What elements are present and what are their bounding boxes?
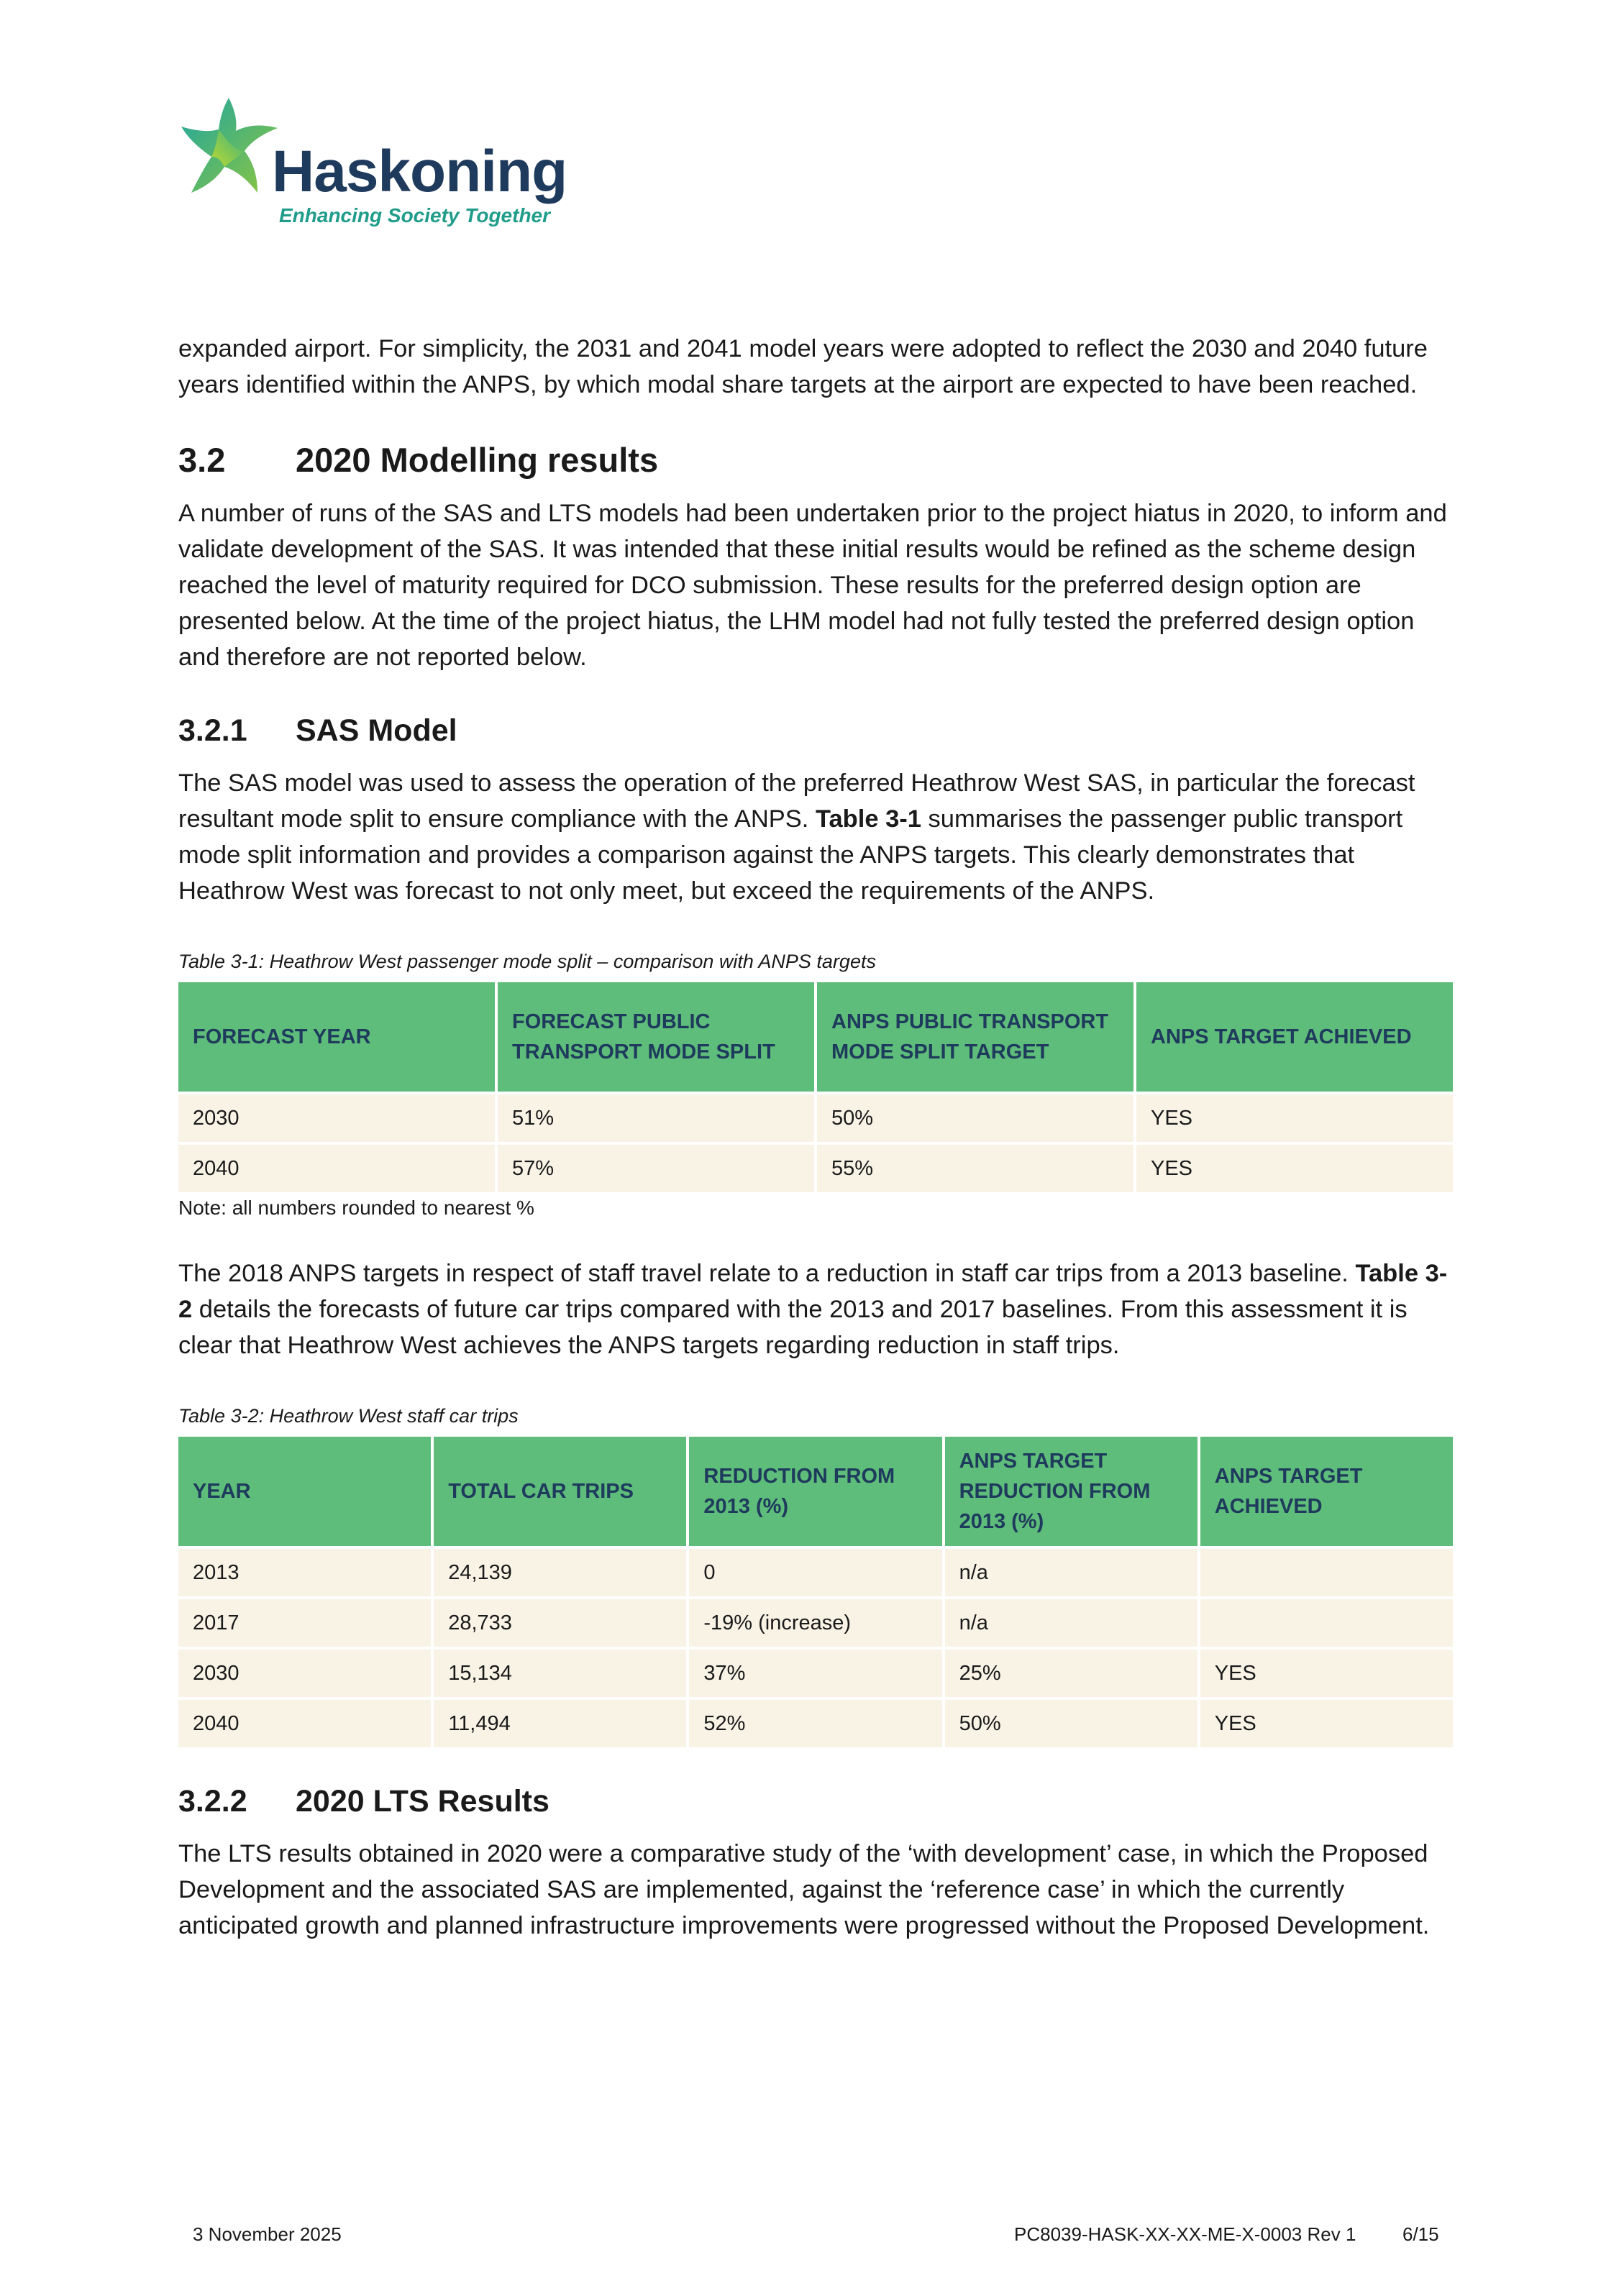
logo-tagline: Enhancing Society Together [279, 204, 551, 227]
section-3-2-paragraph: A number of runs of the SAS and LTS models had been undertaken prior to the project hiatus in 2020, to inform and validate development of the SAS. It was intended that these initial results would be refined as the scheme design reached the level of maturity required for DCO submission. These results for the preferred design option are presented below. At the time of the project hiatus, the LHM model had not fully tested the preferred design option and therefore are not reported below. [178, 500, 1447, 671]
paragraph-text: summarises the passenger public transport mode split information and provides a comparison against the ANPS targets. This clearly demonstrates that Heathrow West was forecast to not only meet, but exceed the requirements of the ANPS. [178, 805, 1403, 905]
header-cell: ANPS TARGET ACHIEVED [1136, 982, 1453, 1092]
table-row [178, 1650, 1453, 1697]
staff-travel-paragraph [178, 1256, 1459, 1363]
haskoning-logo [177, 93, 567, 237]
section-heading-3-2-1 [178, 715, 1459, 746]
table-cell: 2040 [178, 1145, 495, 1192]
table-reference: Table 3-1 [815, 805, 921, 833]
paragraph-text: The 2018 ANPS targets in respect of staff travel relate to a reduction in staff car trips from a 2013 baseline. [178, 1260, 1356, 1287]
table-cell: 28,733 [434, 1599, 686, 1647]
table-cell: YES [1200, 1700, 1453, 1747]
table-3-1-caption: Table 3-1: Heathrow West passenger mode split – comparison with ANPS targets [178, 951, 876, 972]
table-cell: 57% [498, 1145, 814, 1192]
table-reference: Table 3-2 [178, 1260, 1448, 1323]
table-header-row [178, 1437, 1453, 1546]
table-3-1 [175, 979, 1456, 1195]
table-row [178, 1145, 1453, 1192]
table-cell: n/a [945, 1599, 1198, 1647]
table-cell: 50% [945, 1700, 1198, 1747]
table-row [178, 1599, 1453, 1647]
table-cell: YES [1136, 1094, 1453, 1142]
lts-results-paragraph: The LTS results obtained in 2020 were a comparative study of the ‘with development’ case, in which the Proposed Development and the associated SAS are implemented, against the ‘reference case’ in which the currently anticipated growth and planned infrastructure improvements were progressed without the Proposed Development. [178, 1840, 1430, 1939]
table-cell: 15,134 [434, 1650, 686, 1697]
section-number: 3.2.1 [178, 713, 247, 748]
table-cell: n/a [945, 1549, 1198, 1596]
table-cell: 2040 [178, 1700, 431, 1747]
table-cell: 2030 [178, 1094, 495, 1142]
header-cell: ANPS TARGET ACHIEVED [1200, 1437, 1453, 1546]
sas-model-paragraph [178, 765, 1459, 909]
header-cell: FORECAST YEAR [178, 982, 495, 1092]
section-heading-3-2 [178, 443, 1459, 477]
section-number: 3.2 [178, 441, 226, 479]
table-cell: 2017 [178, 1599, 431, 1647]
section-title: 2020 Modelling results [296, 441, 659, 479]
table-cell: 37% [689, 1650, 941, 1697]
table-row [178, 1094, 1453, 1142]
table-cell [1200, 1599, 1453, 1647]
header-cell: TOTAL CAR TRIPS [434, 1437, 686, 1546]
table-3-2 [175, 1434, 1456, 1750]
table-cell: 50% [817, 1094, 1133, 1142]
table-cell [1200, 1549, 1453, 1596]
table-cell: 25% [945, 1650, 1198, 1697]
footer-date: 3 November 2025 [193, 2223, 342, 2245]
table-cell: -19% (increase) [689, 1599, 941, 1647]
section-number: 3.2.2 [178, 1784, 247, 1819]
table-cell: YES [1136, 1145, 1453, 1192]
table-cell: 52% [689, 1700, 941, 1747]
section-heading-3-2-2 [178, 1786, 1459, 1817]
header-cell: REDUCTION FROM 2013 (%) [689, 1437, 941, 1546]
table-header-row [178, 982, 1453, 1092]
table-row [178, 1549, 1453, 1596]
table-cell: 55% [817, 1145, 1133, 1192]
table-cell: 0 [689, 1549, 941, 1596]
table-cell: 2013 [178, 1549, 431, 1596]
section-title: SAS Model [296, 713, 457, 748]
intro-paragraph: expanded airport. For simplicity, the 2031 and 2041 model years were adopted to reflect the 2030 and 2040 future years identified within the ANPS, by which modal share targets at the airport are expected to have been reached. [178, 335, 1428, 398]
footer-page-number: 6/15 [1402, 2223, 1439, 2245]
paragraph-text: The SAS model was used to assess the operation of the preferred Heathrow West SAS, in particular the forecast resultant mode split to ensure compliance with the ANPS. [178, 769, 1415, 833]
header-cell: ANPS PUBLIC TRANSPORT MODE SPLIT TARGET [817, 982, 1133, 1092]
table-cell: 51% [498, 1094, 814, 1142]
header-cell: FORECAST PUBLIC TRANSPORT MODE SPLIT [498, 982, 814, 1092]
header-cell: ANPS TARGET REDUCTION FROM 2013 (%) [945, 1437, 1198, 1546]
logo-wordmark: Haskoning [272, 139, 567, 204]
footer-doc-ref: PC8039-HASK-XX-XX-ME-X-0003 Rev 1 [1014, 2223, 1356, 2245]
table-cell: 24,139 [434, 1549, 686, 1596]
paragraph-text: details the forecasts of future car trips compared with the 2013 and 2017 baselines. From this assessment it is clear that Heathrow West achieves the ANPS targets regarding reduction in staff trips. [178, 1296, 1408, 1359]
table-row [178, 1700, 1453, 1747]
header-cell: YEAR [178, 1437, 431, 1546]
table-note: Note: all numbers rounded to nearest % [178, 1197, 534, 1219]
star-icon [177, 93, 285, 201]
table-cell: 2030 [178, 1650, 431, 1697]
section-title: 2020 LTS Results [296, 1784, 549, 1819]
table-3-2-caption: Table 3-2: Heathrow West staff car trips [178, 1405, 519, 1427]
table-cell: YES [1200, 1650, 1453, 1697]
page-content [178, 331, 1459, 1944]
table-cell: 11,494 [434, 1700, 686, 1747]
